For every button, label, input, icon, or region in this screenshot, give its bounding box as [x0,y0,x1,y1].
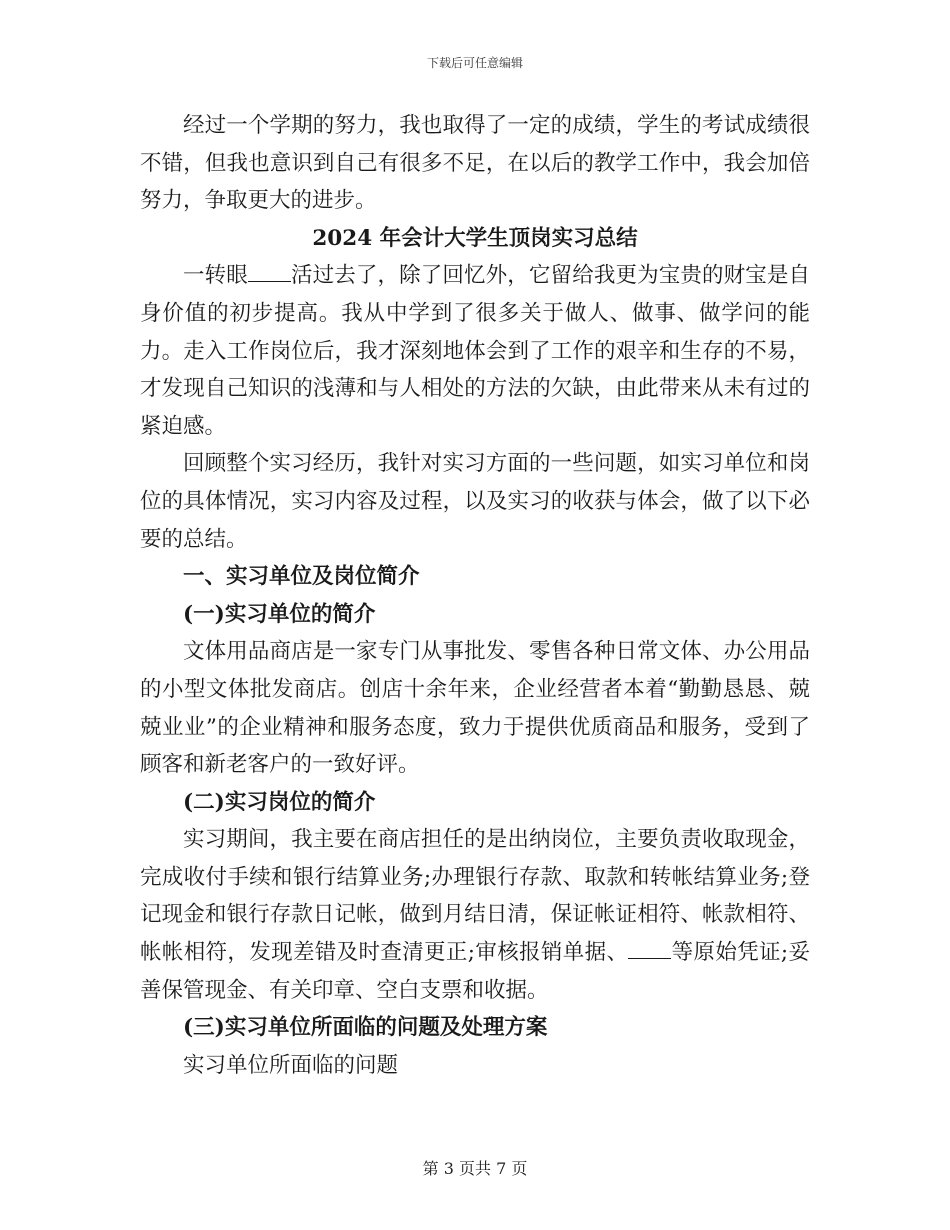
intro-paragraph: 经过一个学期的努力，我也取得了一定的成绩，学生的考试成绩很不错，但我也意识到自己有很多不足，在以后的教学工作中，我会加倍努力，争取更大的进步。 [140,113,810,214]
fill-in-blank [248,281,291,282]
paragraph-5: 实习单位所面临的问题 [183,1052,399,1078]
paragraph-1-start: 一转眼 [183,263,248,289]
page-header: 下载后可任意编辑 [426,56,523,70]
paragraph-2: 回顾整个实习经历，我针对实习方面的一些问题，如实习单位和岗位的具体情况，实习内容及过程，以及实习的收获与体会，做了以下必要的总结。 [140,451,810,552]
paragraph-4-rest: 等原始凭证;妥善保管现金、有关印章、空白支票和收据。 [140,940,810,1003]
document-body [140,107,810,1084]
paragraph-4-start: 实习期间，我主要在商店担任的是出纳岗位，主要负责收取现金，完成收付手续和银行结算业务;办理银行存款、取款和转帐结算业务;登记现金和银行存款日记帐，做到月结日清，保证帐证相符、帐款相符、帐帐相符，发现差错及时查清更正;审核报销单据、 [140,827,810,966]
page-footer: 第 3 页共 7 页 [422,1159,528,1178]
paragraph-1-rest: 活过去了，除了回忆外，它留给我更为宝贵的财宝是自身价值的初步提高。我从中学到了很多关于做人、做事、做学问的能力。走入工作岗位后，我才深刻地体会到了工作的艰辛和生存的不易，才发现自己知识的浅薄和与人相处的方法的欠缺，由此带来从未有过的紧迫感。 [140,263,810,439]
fill-in-blank [628,958,671,959]
paragraph-1 [140,257,810,445]
subsection-heading-1: (一)实习单位的简介 [183,601,376,627]
document-title: 2024 年会计大学生顶岗实习总结 [312,225,638,251]
paragraph-3: 文体用品商店是一家专门从事批发、零售各种日常文体、办公用品的小型文体批发商店。创店十余年来，企业经营者本着“勤勤恳恳、兢兢业业”的企业精神和服务态度，致力于提供优质商品和服务，受到了顾客和新老客户的一致好评。 [140,639,810,778]
subsection-heading-2: (二)实习岗位的简介 [183,789,376,815]
paragraph-4 [140,821,810,1009]
subsection-heading-3: (三)实习单位所面临的问题及处理方案 [183,1015,548,1041]
section-heading-1: 一、实习单位及岗位简介 [183,564,420,590]
